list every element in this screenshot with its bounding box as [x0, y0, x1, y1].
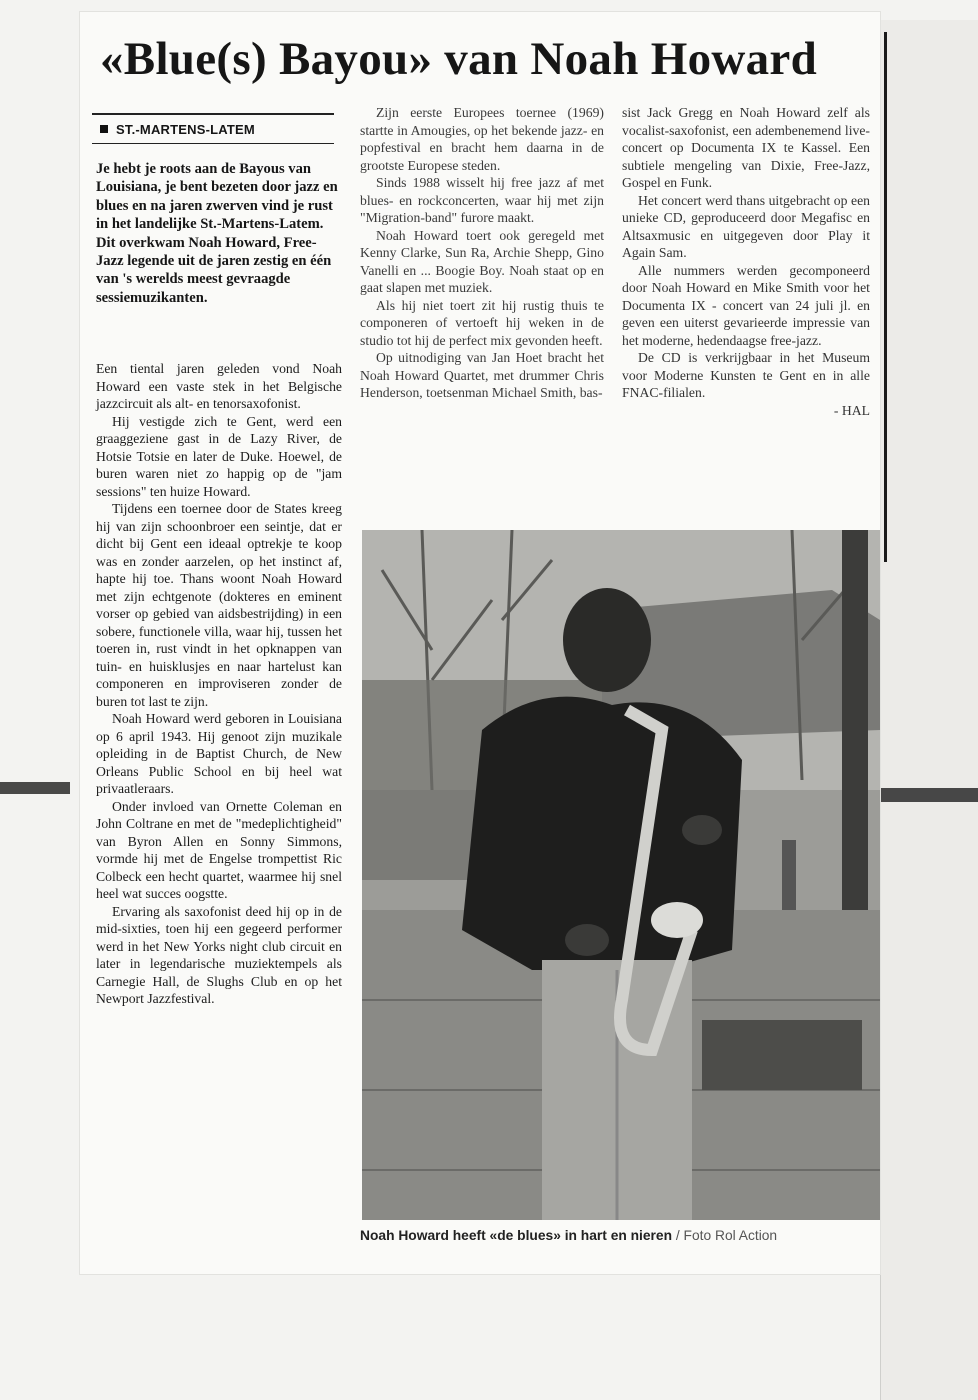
fold-shadow-right	[880, 788, 978, 802]
photo-caption	[360, 1228, 890, 1243]
paragraph: sist Jack Gregg en Noah Howard zelf als vocalist-saxofonist, een adembenemend live-concert op Documenta IX te Kassel. Een subtiele mengeling van Dixie, Free-Jazz, Gospel en Funk.	[622, 105, 870, 190]
paragraph: Op uitnodiging van Jan Hoet bracht het Noah Howard Quartet, met drummer Chris Henderson, toetsenman Michael Smith, bas-	[360, 350, 604, 400]
rule	[92, 113, 334, 115]
photo-illustration	[362, 530, 880, 1220]
paragraph: Noah Howard toert ook geregeld met Kenny Clarke, Sun Ra, Archie Shepp, Gino Vanelli en ... Boogie Boy. Noah staat op en gaat slapen met muziek.	[360, 227, 604, 295]
photo-credit: / Foto Rol Action	[675, 1228, 778, 1243]
clipping-edge	[884, 32, 887, 562]
article-column-2	[360, 104, 604, 402]
press-photo-saxophonist	[362, 530, 880, 1220]
caption-text: Noah Howard heeft «de blues» in hart en nieren	[360, 1228, 673, 1243]
rule	[92, 143, 334, 144]
underlying-sheet	[880, 20, 978, 1400]
paragraph: Een tiental jaren geleden vond Noah Howard een vaste stek in het Belgische jazzcircuit als alt- en tenorsaxofonist.	[96, 361, 342, 411]
article-column-3	[622, 104, 870, 419]
paragraph: Als hij niet toert zit hij rustig thuis te componeren of vertoeft hij weken in de studio tot hij de perfect mix gevonden heeft.	[360, 297, 604, 348]
author-signature: - HAL	[833, 402, 870, 418]
article-column-1	[96, 360, 342, 1008]
paragraph: De CD is verkrijgbaar in het Museum voor Moderne Kunsten te Gent en in alle FNAC-filialen.	[622, 350, 870, 400]
bullet-square-icon	[100, 125, 108, 133]
lead-paragraph: Je hebt je roots aan de Bayous van Louisiana, je bent bezeten door jazz en blues en na jaren zwerven vind je rust in het landelijke St.-Martens-Latem. Dit overkwam Noah Howard, Free-Jazz legende uit de jaren zestig en één van 's werelds meest gevraagde sessiemuzikanten.	[96, 161, 338, 306]
paragraph: Het concert werd thans uitgebracht op een unieke CD, geproduceerd door Megafisc en Altsaxmusic en uitgegeven door Play it Again Sam.	[622, 192, 870, 260]
paragraph: Alle nummers werden gecomponeerd door Noah Howard en Mike Smith voor het Documenta IX - concert van 24 juli jl. en geven een uiterst gevarieerde impressie van het moderne, hedendaagse free-jazz.	[622, 262, 870, 348]
paragraph: Hij vestigde zich te Gent, werd een graaggeziene gast in de Lazy River, de Hotsie Totsie en later de Duke. Hoewel, de buren waren niet zo happig op de "jam sessions" ten huize Howard.	[96, 413, 342, 499]
paragraph: Noah Howard werd geboren in Louisiana op 6 april 1943. Hij genoot zijn muzikale opleiding in de Baptist Church, de New Orleans Public School en bij heel wat privaatleraars.	[96, 711, 342, 796]
dateline-text: ST.-MARTENS-LATEM	[116, 122, 255, 137]
dateline	[100, 122, 340, 137]
fold-shadow-left	[0, 782, 70, 794]
paragraph: Zijn eerste Europees toernee (1969) startte in Amougies, op het bekende jazz- en popfestival en bracht hem daarna in de grootste Europese steden.	[360, 105, 604, 173]
paragraph: Tijdens een toernee door de States kreeg hij van zijn schoonbroer een seintje, dat er dicht bij Gent een ideaal optrekje te koop was en zonder aarzelen, op het instinct af, hapte hij toe. Thans woont Noah Howard met zijn echtgenote (dokteres en eminent vorser op gebied van aidsbestrijding) in een sobere, functionele villa, waar hij, tussen het toeren in, rust vindt in het opknappen van tuin- en huisklusjes en naar hartelust kan componeren en improviseren zonder de buren tot last te zijn.	[96, 501, 342, 709]
paragraph: Ervaring als saxofonist deed hij op in de mid-sixties, toen hij een gegeerd performer werd in het New Yorks night club circuit en later in legendarische muziektempels als Carnegie Hall, de Slughs Club en op het Newport Jazzfestival.	[96, 903, 342, 1006]
paragraph: Sinds 1988 wisselt hij free jazz af met blues- en rockconcerten, waar hij met zijn "Migration-band" furore maakt.	[360, 175, 604, 225]
headline: «Blue(s) Bayou» van Noah Howard	[100, 33, 818, 85]
paragraph: Onder invloed van Ornette Coleman en John Coltrane en met de "medeplichtigheid" van Byron Allen en Sonny Simmons, vormde hij met de Engelse trompettist Ric Colbeck een hecht quartet, waarmee hij snel heel wat succes oogstte.	[96, 798, 342, 901]
